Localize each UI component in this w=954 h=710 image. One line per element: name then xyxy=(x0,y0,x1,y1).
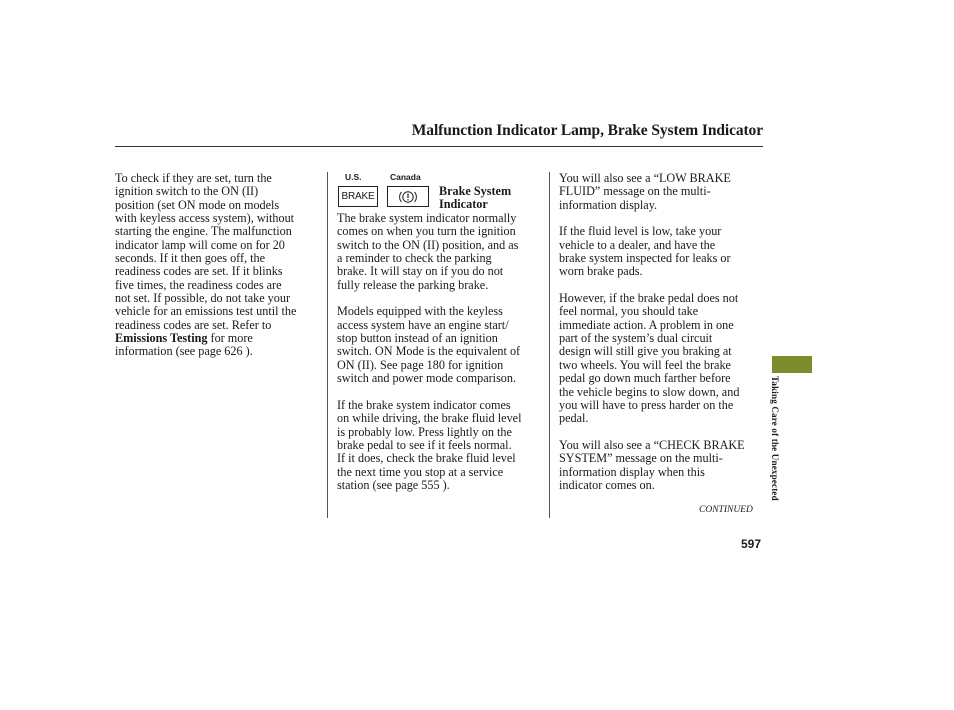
text-line: If the fluid level is low, take your xyxy=(559,224,722,239)
text-line: on while driving, the brake fluid level xyxy=(337,411,522,426)
text-line: readiness codes are set. If it blinks xyxy=(115,264,283,279)
brake-symbol-text: BRAKE xyxy=(341,191,375,202)
text-line: is probably low. Press lightly on the xyxy=(337,424,512,439)
text-line: The brake system indicator normally xyxy=(337,211,517,225)
text-line: If it does, check the brake fluid level xyxy=(337,451,516,466)
text-line: brake pedal to see if it feels normal. xyxy=(337,437,512,452)
column-2 xyxy=(337,212,542,492)
text-line: fully release the parking brake. xyxy=(337,277,489,292)
column-1 xyxy=(115,172,320,359)
text-line: readiness codes are set. Refer to xyxy=(115,317,272,332)
continued-label: CONTINUED xyxy=(699,505,753,515)
emissions-testing-reference[interactable]: Emissions Testing xyxy=(115,331,208,346)
text-line: ignition switch to the ON (II) xyxy=(115,184,259,199)
brake-indicator-us-icon xyxy=(338,186,378,207)
text-line: worn brake pads. xyxy=(559,264,643,279)
text-line: You will also see a “CHECK BRAKE xyxy=(559,437,745,452)
section-tab xyxy=(772,356,812,373)
heading-line: Brake System xyxy=(439,184,512,198)
text-line: vehicle to a dealer, and have the xyxy=(559,237,716,252)
text-line: vehicle for an emissions test until the xyxy=(115,304,297,319)
text-line: stop button instead of an ignition xyxy=(337,331,498,346)
section-label: Taking Care of the Unexpected xyxy=(770,376,780,501)
text-line: switch to the ON (II) position, and as xyxy=(337,237,519,252)
text-line xyxy=(115,332,320,345)
column-3 xyxy=(559,172,764,492)
text-line: Models equipped with the keyless xyxy=(337,304,503,319)
text-line: with keyless access system), without xyxy=(115,211,295,226)
text-line: information display when this xyxy=(559,464,705,479)
text-line: part of the system’s dual circuit xyxy=(559,331,713,346)
text-line: starting the engine. The malfunction xyxy=(115,224,292,239)
text-line: brake. It will stay on if you do not xyxy=(337,264,504,279)
text-line: pedal. xyxy=(559,411,589,426)
text-line: To check if they are set, turn the xyxy=(115,171,272,185)
heading-line: Indicator xyxy=(439,197,488,212)
brake-indicator-canada-icon xyxy=(387,186,429,207)
text-line: If the brake system indicator comes xyxy=(337,397,511,412)
region-label-canada: Canada xyxy=(390,172,421,182)
text-line: FLUID” message on the multi- xyxy=(559,184,711,199)
text-line: the next time you stop at a service xyxy=(337,464,504,479)
text-line: the vehicle begins to slow down, and xyxy=(559,384,740,399)
text-line: You will also see a “LOW BRAKE xyxy=(559,171,731,185)
text-line: you will have to press harder on the xyxy=(559,397,734,412)
text-line: a reminder to check the parking xyxy=(337,251,492,266)
text-line: brake system inspected for leaks or xyxy=(559,251,731,266)
title-divider xyxy=(115,146,763,147)
text-line: information (see page 626 ). xyxy=(115,344,253,359)
text-line: pedal go down much farther before xyxy=(559,371,731,386)
page-title: Malfunction Indicator Lamp, Brake System Indicator xyxy=(411,122,763,139)
text-line: SYSTEM” message on the multi- xyxy=(559,451,723,466)
text-line: access system have an engine start/ xyxy=(337,317,509,332)
reference-tail: for more xyxy=(207,331,253,346)
text-line: station (see page 555 ). xyxy=(337,477,450,492)
text-line: However, if the brake pedal does not xyxy=(559,291,739,306)
text-line: indicator comes on. xyxy=(559,477,655,492)
text-line: five times, the readiness codes are xyxy=(115,277,282,292)
text-line: ON (II). See page 180 for ignition xyxy=(337,357,504,372)
column-divider xyxy=(549,172,550,518)
text-line: seconds. If it then goes off, the xyxy=(115,251,266,266)
text-line: switch. ON Mode is the equivalent of xyxy=(337,344,521,359)
text-line: information display. xyxy=(559,197,658,212)
text-line: feel normal, you should take xyxy=(559,304,699,319)
circle-exclamation-icon xyxy=(397,189,419,205)
page-number: 597 xyxy=(741,537,762,551)
column-divider xyxy=(327,172,328,518)
text-line: two wheels. You will feel the brake xyxy=(559,357,731,372)
text-line: not set. If possible, do not take your xyxy=(115,291,290,306)
text-line: indicator lamp will come on for 20 xyxy=(115,237,285,252)
text-line: design will still give you braking at xyxy=(559,344,732,359)
text-line: position (set ON mode on models xyxy=(115,197,280,212)
text-line: switch and power mode comparison. xyxy=(337,371,517,386)
brake-system-indicator-heading xyxy=(439,185,511,212)
text-line: immediate action. A problem in one xyxy=(559,317,734,332)
text-line: comes on when you turn the ignition xyxy=(337,224,516,239)
region-label-us: U.S. xyxy=(345,172,362,182)
